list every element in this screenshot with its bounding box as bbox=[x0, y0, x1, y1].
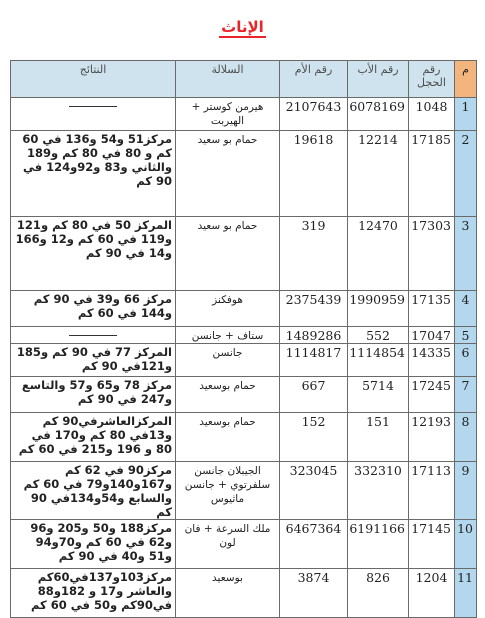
breed-name: حمام بوسعيد bbox=[176, 413, 280, 462]
registration-number: 17113 bbox=[409, 462, 455, 520]
results-text bbox=[11, 98, 176, 131]
results-text: مركز51 و54 و136 في 60 كم و 80 في 80 كم و189 والثاني و83 و92و124 في 90 كم bbox=[11, 131, 176, 217]
mother-number: 1489286 bbox=[280, 327, 348, 344]
father-number: 1114854 bbox=[348, 344, 409, 377]
table-row bbox=[11, 327, 477, 344]
table-row bbox=[11, 344, 477, 377]
father-number: 5714 bbox=[348, 377, 409, 413]
row-index: 2 bbox=[455, 131, 477, 217]
father-number: 6078169 bbox=[348, 98, 409, 131]
breed-name: ملك السرعة + فان لون bbox=[176, 520, 280, 569]
registration-number: 17245 bbox=[409, 377, 455, 413]
father-number: 552 bbox=[348, 327, 409, 344]
empty-dash bbox=[69, 335, 117, 336]
registration-number: 17135 bbox=[409, 291, 455, 327]
breed-name: حمام بوسعيد bbox=[176, 377, 280, 413]
mother-number: 3874 bbox=[280, 569, 348, 618]
row-index: 7 bbox=[455, 377, 477, 413]
mother-number: 1114817 bbox=[280, 344, 348, 377]
results-text: المركزالعاشرفي90 كم و13في 80 كم و170 في 80 و 196 و215 في 60 كم bbox=[11, 413, 176, 462]
breed-name: هوفكنز bbox=[176, 291, 280, 327]
registration-number: 14335 bbox=[409, 344, 455, 377]
father-number: 12470 bbox=[348, 217, 409, 291]
results-text bbox=[11, 327, 176, 344]
row-index: 6 bbox=[455, 344, 477, 377]
page-title: الإناث bbox=[221, 18, 264, 36]
header-father: رقم الأب bbox=[348, 61, 409, 98]
mother-number: 152 bbox=[280, 413, 348, 462]
mother-number: 19618 bbox=[280, 131, 348, 217]
registration-number: 12193 bbox=[409, 413, 455, 462]
breed-name: حمام بو سعيد bbox=[176, 131, 280, 217]
results-text: مركز188 و50 و205 و96 و62 في 60 كم و70و94 و51 و40 في 90 كم bbox=[11, 520, 176, 569]
results-text: مركز103و137في60كم والعاشر و17 و 182و88 في90كم و50 في 60 كم bbox=[11, 569, 176, 618]
row-index: 9 bbox=[455, 462, 477, 520]
row-index: 4 bbox=[455, 291, 477, 327]
mother-number: 2375439 bbox=[280, 291, 348, 327]
row-index: 8 bbox=[455, 413, 477, 462]
father-number: 1990959 bbox=[348, 291, 409, 327]
father-number: 12214 bbox=[348, 131, 409, 217]
breed-name: جانسن bbox=[176, 344, 280, 377]
row-index: 1 bbox=[455, 98, 477, 131]
empty-dash bbox=[69, 106, 117, 107]
results-text: مركز90 في 62 كم و167و140و79 في 60 كم والسابع و54و134في 90 كم bbox=[11, 462, 176, 520]
breed-name: الجيبلان جانسن سلفرتوي + جانسن ماثيوس bbox=[176, 462, 280, 520]
results-table-container bbox=[10, 60, 476, 618]
father-number: 151 bbox=[348, 413, 409, 462]
table-row bbox=[11, 217, 477, 291]
results-text: المركز 77 في 90 كم و185 و121في 90 كم bbox=[11, 344, 176, 377]
header-breed: السلالة bbox=[176, 61, 280, 98]
breed-name: بوسعيد bbox=[176, 569, 280, 618]
results-text: مركز 66 و39 في 90 كم و144 في 60 كم bbox=[11, 291, 176, 327]
header-registration: رقم الحجل bbox=[409, 61, 455, 98]
registration-number: 17303 bbox=[409, 217, 455, 291]
results-text: المركز 50 في 80 كم و121 و119 في 60 كم و12 و166 و14 في 90 كم bbox=[11, 217, 176, 291]
table-header-row bbox=[11, 61, 477, 98]
table-row bbox=[11, 291, 477, 327]
mother-number: 2107643 bbox=[280, 98, 348, 131]
table-row bbox=[11, 462, 477, 520]
table-row bbox=[11, 520, 477, 569]
registration-number: 17185 bbox=[409, 131, 455, 217]
mother-number: 319 bbox=[280, 217, 348, 291]
row-index: 10 bbox=[455, 520, 477, 569]
table-row bbox=[11, 98, 477, 131]
header-results: النتائج bbox=[11, 61, 176, 98]
header-index: م bbox=[455, 61, 477, 98]
registration-number: 17145 bbox=[409, 520, 455, 569]
breed-name: حمام بو سعيد bbox=[176, 217, 280, 291]
breed-name: هيرمن كوستر + الهيربت bbox=[176, 98, 280, 131]
breed-name: ستاف + جانسن bbox=[176, 327, 280, 344]
females-table bbox=[10, 60, 477, 618]
mother-number: 323045 bbox=[280, 462, 348, 520]
results-text: مركز 78 و65 و57 والتاسع و247 في 90 كم bbox=[11, 377, 176, 413]
table-row bbox=[11, 569, 477, 618]
table-row bbox=[11, 377, 477, 413]
registration-number: 1048 bbox=[409, 98, 455, 131]
row-index: 11 bbox=[455, 569, 477, 618]
row-index: 5 bbox=[455, 327, 477, 344]
father-number: 332310 bbox=[348, 462, 409, 520]
mother-number: 6467364 bbox=[280, 520, 348, 569]
father-number: 826 bbox=[348, 569, 409, 618]
registration-number: 1204 bbox=[409, 569, 455, 618]
header-mother: رقم الأم bbox=[280, 61, 348, 98]
table-row bbox=[11, 413, 477, 462]
registration-number: 17047 bbox=[409, 327, 455, 344]
row-index: 3 bbox=[455, 217, 477, 291]
table-row bbox=[11, 131, 477, 217]
mother-number: 667 bbox=[280, 377, 348, 413]
father-number: 6191166 bbox=[348, 520, 409, 569]
